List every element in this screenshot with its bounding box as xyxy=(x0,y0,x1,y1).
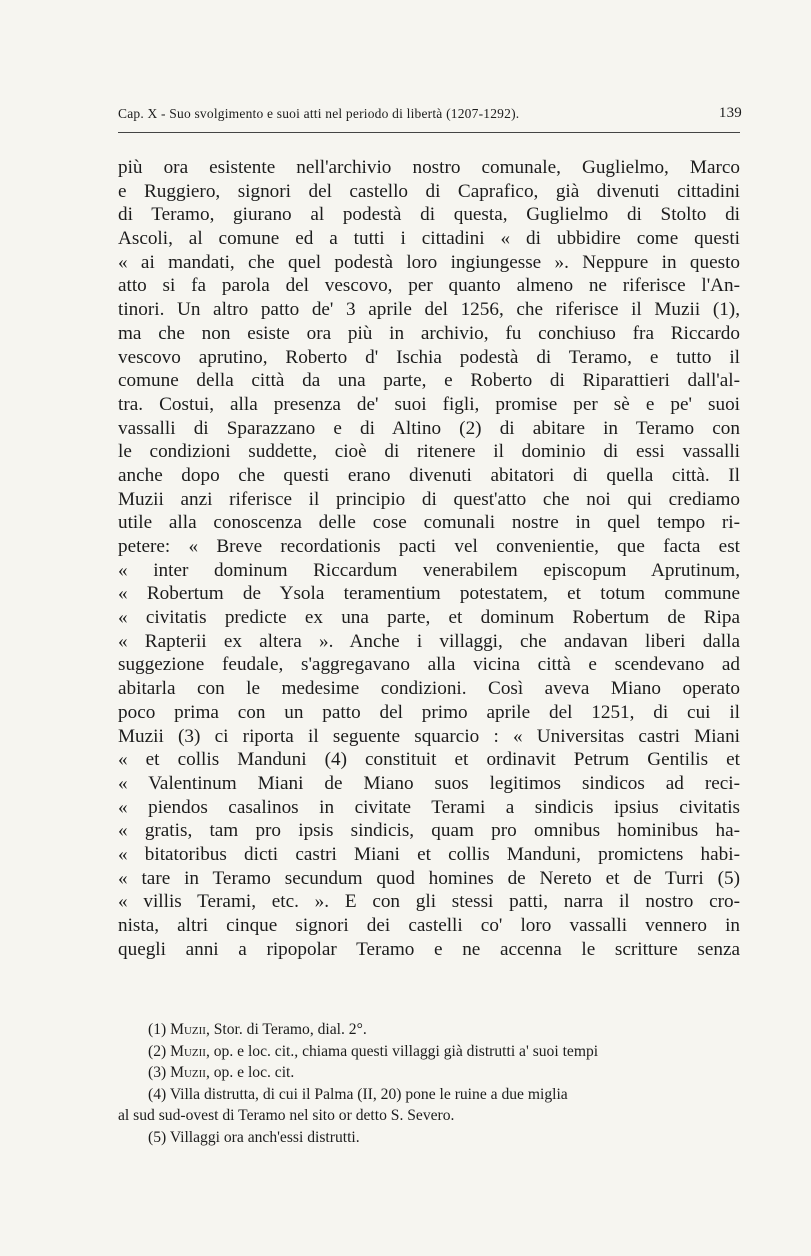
footnote-author: Muzii xyxy=(170,1064,206,1082)
text-line: « Valentinum Miani de Miano suos legitimos sindicos ad reci- xyxy=(118,772,740,794)
text-line: « et collis Manduni (4) constituit et ordinavit Petrum Gentilis et xyxy=(118,749,740,771)
text-line: « civitatis predicte ex una parte, et dominum Robertum de Ripa xyxy=(118,607,740,629)
text-line: Ascoli, al comune ed a tutti i cittadini « di ubbidire come questi xyxy=(118,228,740,250)
footnote-number: (4) xyxy=(148,1085,170,1103)
text-line: tra. Costui, alla presenza de' suoi figli, promise per sè e pe' suoi xyxy=(118,393,740,415)
text-line: anche dopo che questi erano divenuti abitatori di quella città. Il xyxy=(118,464,740,486)
footnote xyxy=(118,1127,740,1149)
text-line: di Teramo, giurano al podestà di questa, Guglielmo di Stolto di xyxy=(118,204,740,226)
body-text xyxy=(118,156,740,961)
footnote-number: (1) xyxy=(148,1021,171,1038)
text-line: atto si fa parola del vescovo, per quanto almeno ne riferisce l'An- xyxy=(118,275,740,297)
footnote-text: , op. e loc. cit., chiama questi villaggi già distrutti a' suoi tempi xyxy=(205,1042,599,1060)
running-head xyxy=(118,105,742,122)
text-line: comune della città da una parte, e Roberto di Riparattieri dall'al- xyxy=(118,370,740,392)
footnote-text: Villaggi ora anch'essi distrutti. xyxy=(169,1128,360,1146)
footnote xyxy=(118,1019,740,1041)
footnote-text: Villa distrutta, di cui il Palma (II, 20) pone le ruine a due miglia xyxy=(169,1085,568,1103)
footnote-number: (3) xyxy=(148,1064,171,1082)
page-number: 139 xyxy=(718,105,742,121)
footnote-author: Muzii xyxy=(170,1042,206,1060)
text-line: quegli anni a ripopolar Teramo e ne accenna le scritture senza xyxy=(118,938,740,960)
footnote-text: al sud sud-ovest di Teramo nel sito or detto S. Severo. xyxy=(118,1107,455,1125)
text-line: « inter dominum Riccardum venerabilem episcopum Aprutinum, xyxy=(118,559,740,581)
text-line: tinori. Un altro patto de' 3 aprile del 1256, che riferisce il Muzii (1), xyxy=(118,299,740,321)
footnote-text: , Stor. di Teramo, dial. 2°. xyxy=(205,1021,367,1038)
text-line: ma che non esiste ora più in archivio, fu conchiuso fra Riccardo xyxy=(118,322,740,344)
text-line: « Rapterii ex altera ». Anche i villaggi, che andavan liberi dalla xyxy=(118,630,740,652)
footnote xyxy=(118,1105,740,1127)
text-line: abitarla con le medesime condizioni. Così aveva Miano operato xyxy=(118,678,740,700)
text-line: e Ruggiero, signori del castello di Caprafico, già divenuti cittadini xyxy=(118,180,740,202)
footnote xyxy=(118,1062,740,1084)
text-line: « bitatoribus dicti castri Miani et collis Manduni, promictens habi- xyxy=(118,843,740,865)
footnote-author: Muzii xyxy=(170,1021,206,1038)
text-line: petere: « Breve recordationis pacti vel convenientie, que facta est xyxy=(118,536,740,557)
running-head-title: Cap. X - Suo svolgimento e suoi atti nel periodo di libertà (1207-1292). xyxy=(118,106,520,121)
text-line: nista, altri cinque signori dei castelli co' loro vassalli vennero in xyxy=(118,915,740,936)
text-line: più ora esistente nell'archivio nostro comunale, Guglielmo, Marco xyxy=(118,157,740,178)
text-line: poco prima con un patto del primo aprile del 1251, di cui il xyxy=(118,701,740,723)
footnote-text: , op. e loc. cit. xyxy=(205,1064,295,1082)
footnote-number: (2) xyxy=(148,1042,171,1060)
text-line: suggezione feudale, s'aggregavano alla vicina città e scendevano ad xyxy=(118,654,740,676)
text-line: « villis Terami, etc. ». E con gli stessi patti, narra il nostro cro- xyxy=(118,891,740,913)
text-line: « gratis, tam pro ipsis sindicis, quam pro omnibus hominibus ha- xyxy=(118,820,740,842)
footnote-number: (5) xyxy=(148,1128,170,1146)
text-line: vassalli di Sparazzano e di Altino (2) di abitare in Teramo con xyxy=(118,417,740,439)
text-line: « Robertum de Ysola teramentium potestatem, et totum commune xyxy=(118,583,740,605)
footnote xyxy=(118,1041,740,1063)
footnote xyxy=(118,1084,740,1106)
text-line: vescovo aprutino, Roberto d' Ischia podestà di Teramo, e tutto il xyxy=(118,346,740,368)
text-line: utile alla conoscenza delle cose comunali nostre in quel tempo ri- xyxy=(118,512,740,534)
text-line: « ai mandati, che quel podestà loro ingiungesse ». Neppure in questo xyxy=(118,251,740,273)
text-line: « tare in Teramo secundum quod homines de Nereto et de Turri (5) xyxy=(118,867,740,889)
text-line: Muzii (3) ci riporta il seguente squarcio : « Universitas castri Miani xyxy=(118,725,740,747)
text-line: « piendos casalinos in civitate Terami a sindicis ipsius civitatis xyxy=(118,796,740,818)
footnotes xyxy=(118,1019,740,1149)
header-rule xyxy=(118,132,740,133)
text-line: le condizioni suddette, cioè di ritenere il dominio di essi vassalli xyxy=(118,441,740,463)
text-line: Muzii anzi riferisce il principio di quest'atto che noi qui crediamo xyxy=(118,488,740,510)
